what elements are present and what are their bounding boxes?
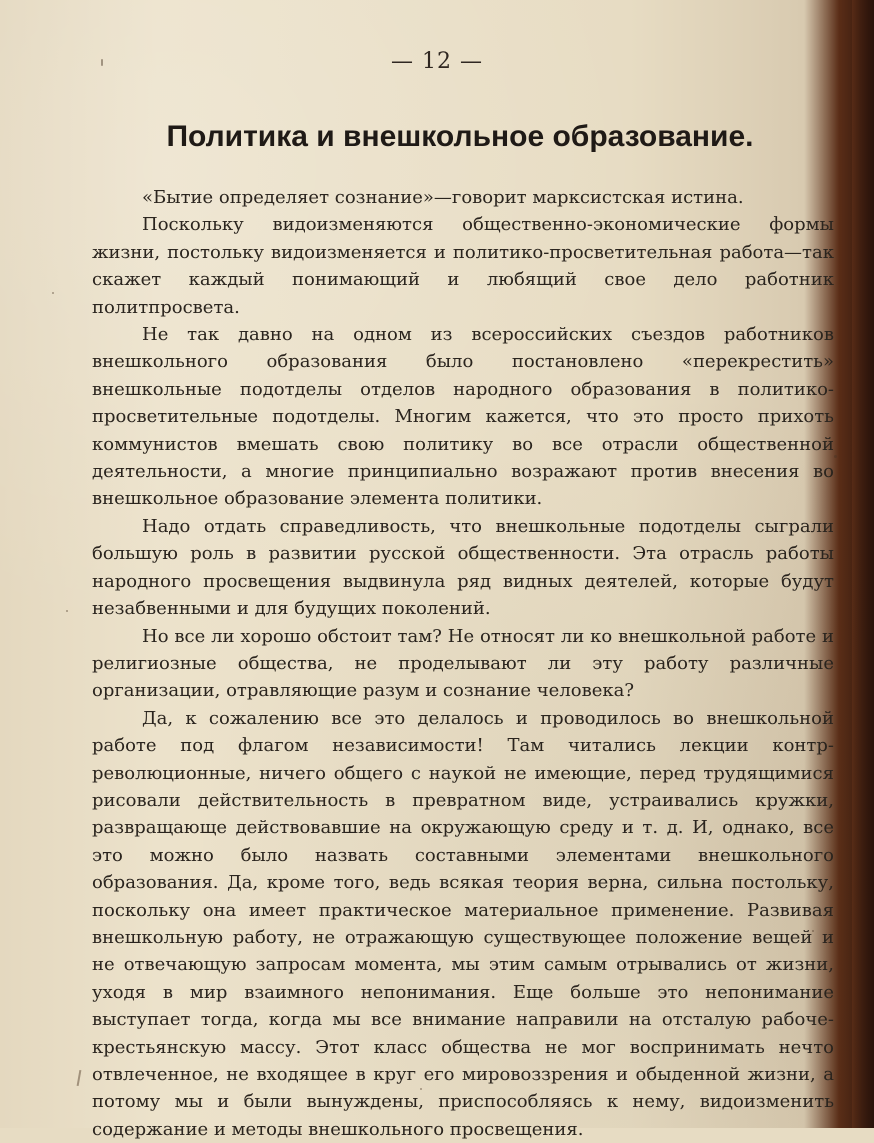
speck: [834, 455, 837, 458]
page-edge-shadow: [852, 0, 874, 1128]
speck: [66, 610, 68, 612]
paragraph-3: Не так давно на одном из всероссийских съездов работников внешкольного образования было постановлено «перекрестить» внешкольные подотделы отделов народного образования в политико-просветительные подотделы. Многим кажется, что это просто прихоть коммунистов вмешать свою политику во все отрасли общественной деятельности, а многие принципиально возражают против внесения во внешкольное образование элемента политики.: [92, 324, 834, 510]
paragraph-1: «Бытие определяет сознание»—говорит марксистская истина.: [142, 187, 744, 208]
article-body: [92, 184, 834, 1143]
page-number: — 12 —: [391, 49, 483, 74]
speck: [52, 292, 54, 294]
paragraph-2: Поскольку видоизменяются общественно-экономические формы жизни, постольку видоизменяется и политико-просветительная работа—так скажет каждый понимающий и любящий свое дело работник политпросвета.: [92, 214, 834, 318]
paragraph-6: Да, к сожалению все это делалось и проводилось во внешкольной работе под флагом независимости! Там читались лекции контр-революционные, ничего общего с наукой не имеющие, перед трудящимися рисовали действительность в превратном виде, устраивались кружки, развращающе действовавшие на окружающую среду и т. д. И, однако, все это можно было назвать составными элементами внешкольного образования. Да, кроме того, ведь всякая теория верна, сильна постольку, поскольку она имеет практическое материальное применение. Развивая внешкольную работу, не отражающую существующее положение вещей и не отвечающую запросам момента, мы этим самым отрывались от жизни, уходя в мир взаимного непонимания. Еще больше это непонимание выступает тогда, когда мы все внимание направили на отсталую рабоче-крестьянскую массу. Этот класс общества не мог воспринимать нечто отвлеченное, не входящее в круг его мировоззрения и обыденной жизни, а потому мы и были вынуждены, приспособляясь к нему, видоизменить содержание и методы внешкольного просвещения.: [92, 707, 834, 1140]
document-title: Политика и внешкольное образование.: [166, 120, 754, 153]
paper-mark: [77, 1070, 82, 1086]
paragraph-5: Но все ли хорошо обстоит там? Не относят ли ко внешкольной работе и религиозные общества, не проделывают ли эту работу различные организации, отравляющие разум и сознание человека?: [92, 625, 834, 702]
paragraph-4: Надо отдать справедливость, что внешкольные подотделы сыграли большую роль в развитии русской общественности. Эта отрасль работы народного просвещения выдвинула ряд видных деятелей, которые будут незабвенными и для будущих поколений.: [92, 515, 834, 620]
